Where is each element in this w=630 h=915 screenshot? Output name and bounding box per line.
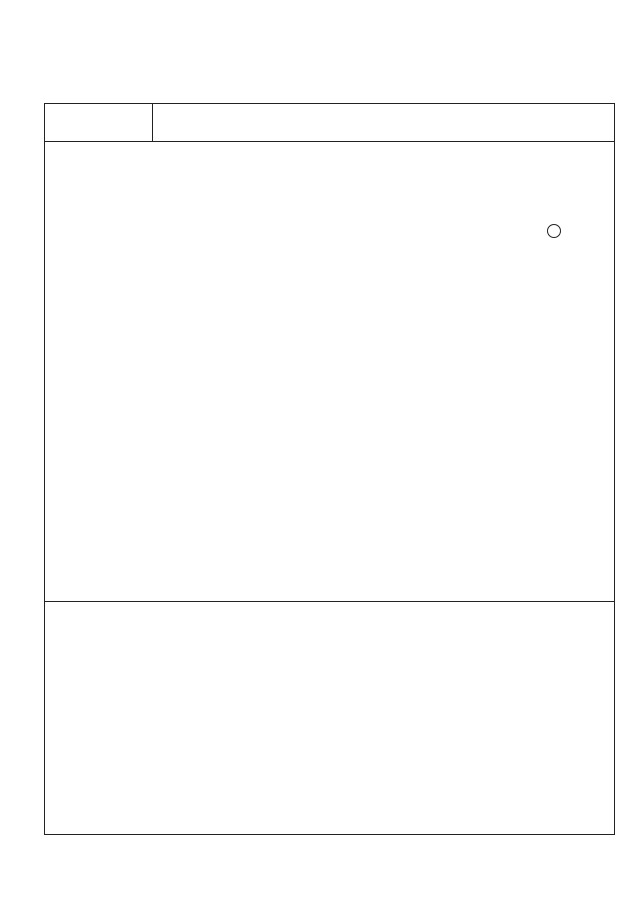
seal-icon: [547, 224, 561, 238]
seal-area: [547, 224, 561, 241]
notes-divider: [44, 601, 615, 602]
document-frame: [44, 103, 615, 835]
header-number-divider: [152, 103, 153, 141]
header-divider: [44, 141, 615, 142]
